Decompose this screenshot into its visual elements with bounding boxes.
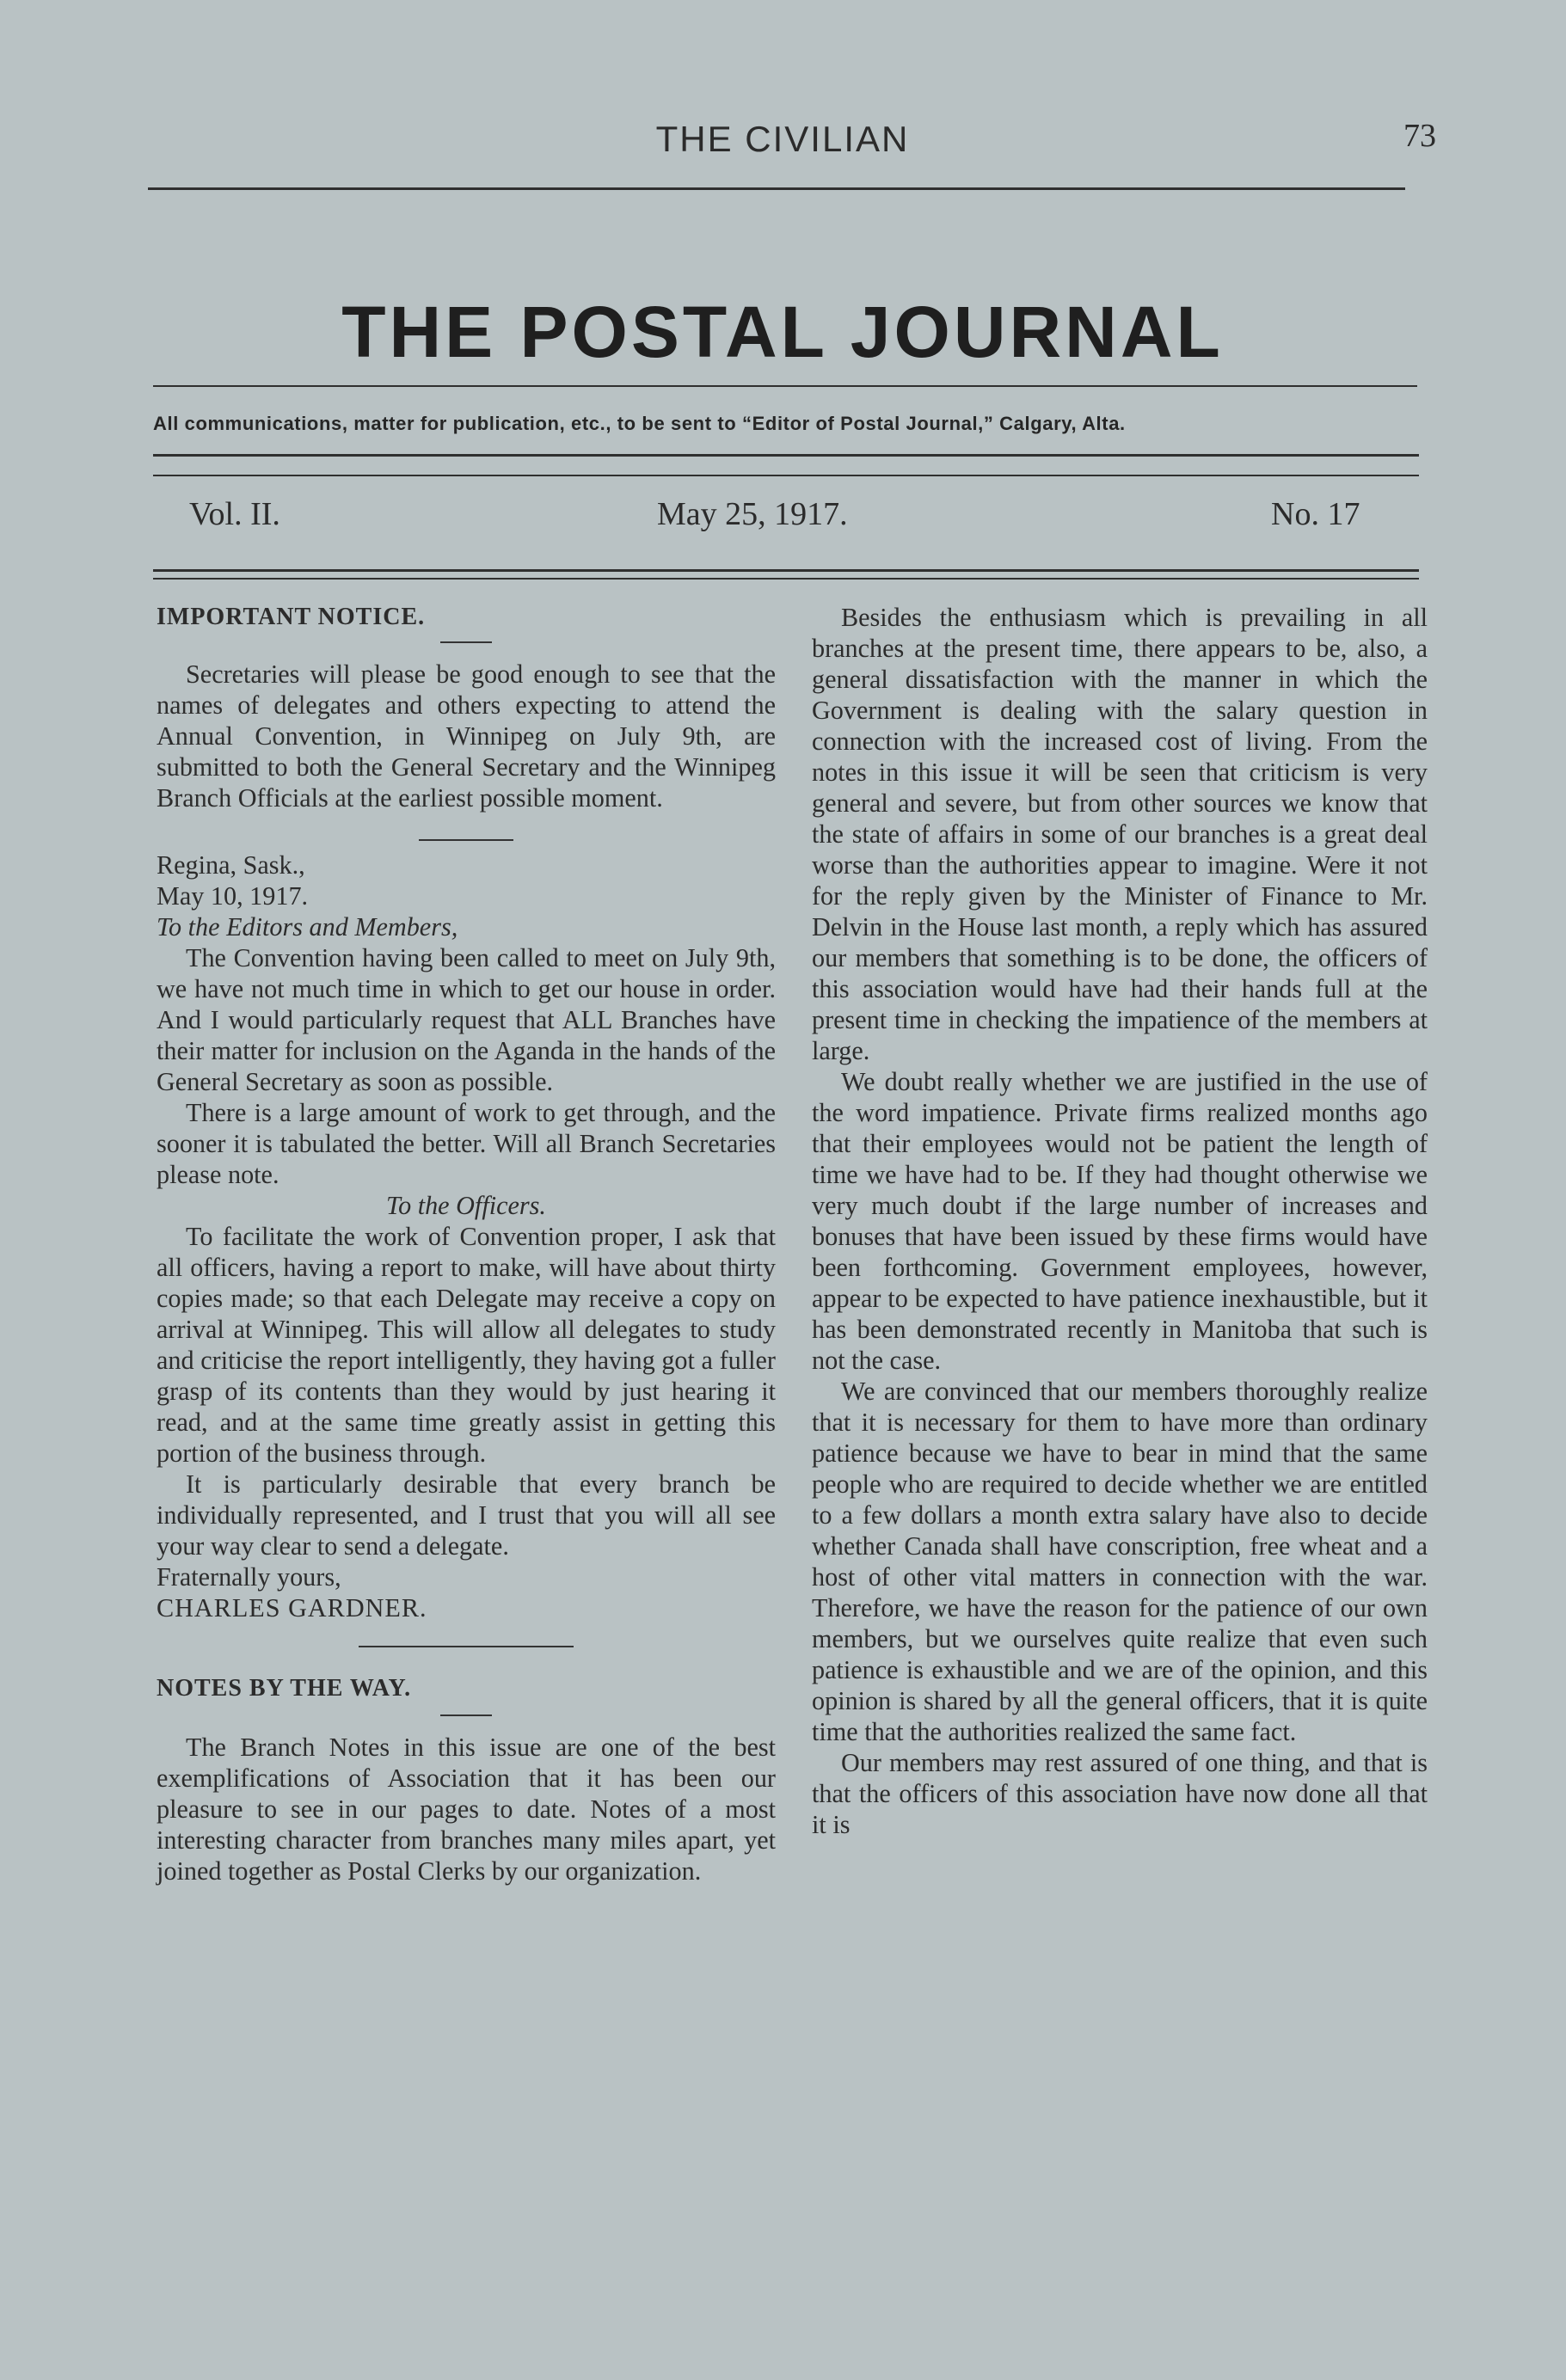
heading-divider — [440, 641, 492, 643]
important-notice-heading: IMPORTANT NOTICE. — [157, 604, 426, 630]
officers-subheading: To the Officers. — [386, 1191, 546, 1220]
communications-notice: All communications, matter for publication, etc., to be sent to “Editor of Postal Journal,” Calgary, Alta. — [153, 413, 1126, 434]
article-paragraph: Our members may rest assured of one thing, and that is that the officers of this association have now done all that it is — [812, 1748, 1428, 1839]
masthead-title: THE POSTAL JOURNAL — [341, 291, 1224, 372]
right-column — [812, 602, 1428, 1840]
letter-place: Regina, Sask., — [157, 850, 305, 880]
section-divider — [419, 839, 513, 841]
letter-paragraph: It is particularly desirable that every branch be individually represented, and I trust that you will all see your way clear to send a delegate. — [157, 1469, 776, 1561]
letter-closing: Fraternally yours, — [157, 1562, 341, 1592]
running-head: THE CIVILIAN — [655, 119, 910, 159]
section-divider — [359, 1646, 574, 1647]
notes-heading: NOTES BY THE WAY. — [157, 1675, 412, 1702]
heading-divider — [440, 1714, 492, 1716]
issue-number: No. 17 — [1271, 496, 1360, 532]
letter-signature: CHARLES GARDNER. — [157, 1593, 427, 1622]
article-paragraph: We are convinced that our members thoroughly realize that it is necessary for them to have more than ordinary patience because we have to bear in mind that the same people who are required to decide whether we are entitled to a few dollars a month extra salary have also to decide whether Canada shall have conscription, free wheat and a host of other vital matters in connection with the war. Therefore, we have the reason for the patience of our own members, but we ourselves quite realize that even such patience is exhaustible and we are of the opinion, and this opinion is shared by all the general officers, that it is quite time that the authorities realized the same fact. — [812, 1377, 1428, 1746]
header-rule — [148, 187, 1405, 190]
masthead-rule — [153, 385, 1417, 387]
article-paragraph: We doubt really whether we are justified in the use of the word impatience. Private firms realized months ago that their employees would not be patient the length of time we have had to be. If they had thought otherwise we very much doubt if the large number of increases and bonuses that have been issued by these firms would have been forthcoming. Government employees, however, appear to be expected to have patience inexhaustible, but it has been demonstrated recently in Manitoba that such is not the case. — [812, 1067, 1428, 1375]
letter-date: May 10, 1917. — [157, 881, 309, 911]
issue-rule-bottom — [153, 578, 1419, 580]
volume-label: Vol. II. — [189, 496, 280, 532]
notes-paragraph: The Branch Notes in this issue are one of the best exemplifications of Association that it has been our pleasure to see in our pages to date. Notes of a most interesting character from branches many miles apart, yet joined together as Postal Clerks by our organization. — [157, 1733, 776, 1886]
article-paragraph: Besides the enthusiasm which is prevailing in all branches at the present time, there appears to be, also, a general dissatisfaction with the manner in which the Government is dealing with the salary question in connection with the increased cost of living. From the notes in this issue it will be seen that criticism is very general and severe, but from other sources we know that the state of affairs in some of our branches is a great deal worse than the authorities appear to imagine. Were it not for the reply given by the Minister of Finance to Mr. Delvin in the House last month, a reply which has assured our members that something is to be done, the officers of this association would have had their hands full at the present time in checking the impatience of the members at large. — [812, 603, 1428, 1065]
notice-rule-top — [153, 454, 1419, 457]
notice-rule-bottom — [153, 475, 1419, 476]
letter-paragraph: There is a large amount of work to get through, and the sooner it is tabulated the better. Will all Branch Secretaries please note. — [157, 1098, 776, 1189]
issue-date: May 25, 1917. — [657, 496, 848, 532]
left-column — [157, 602, 776, 1886]
letter-paragraph: To facilitate the work of Convention proper, I ask that all officers, having a report to make, will have about thirty copies made; so that each Delegate may receive a copy on arrival at Winnipeg. This will allow all delegates to study and criticise the report intelligently, they having got a fuller grasp of its contents than they would by just hearing it read, and at the same time greatly assist in getting this portion of the business through. — [157, 1222, 776, 1468]
issue-rule-top — [153, 569, 1419, 572]
letter-salutation: To the Editors and Members, — [157, 912, 458, 942]
page-number: 73 — [1403, 118, 1436, 154]
letter-paragraph: The Convention having been called to meet on July 9th, we have not much time in which to get our house in order. And I would particularly request that ALL Branches have their matter for inclusion on the Aganda in the hands of the General Secretary as soon as possible. — [157, 943, 776, 1096]
important-notice-text: Secretaries will please be good enough to see that the names of delegates and others expecting to attend the Annual Convention, in Winnipeg on July 9th, are submitted to both the General Secretary and the Winnipeg Branch Officials at the earliest possible moment. — [157, 659, 776, 813]
